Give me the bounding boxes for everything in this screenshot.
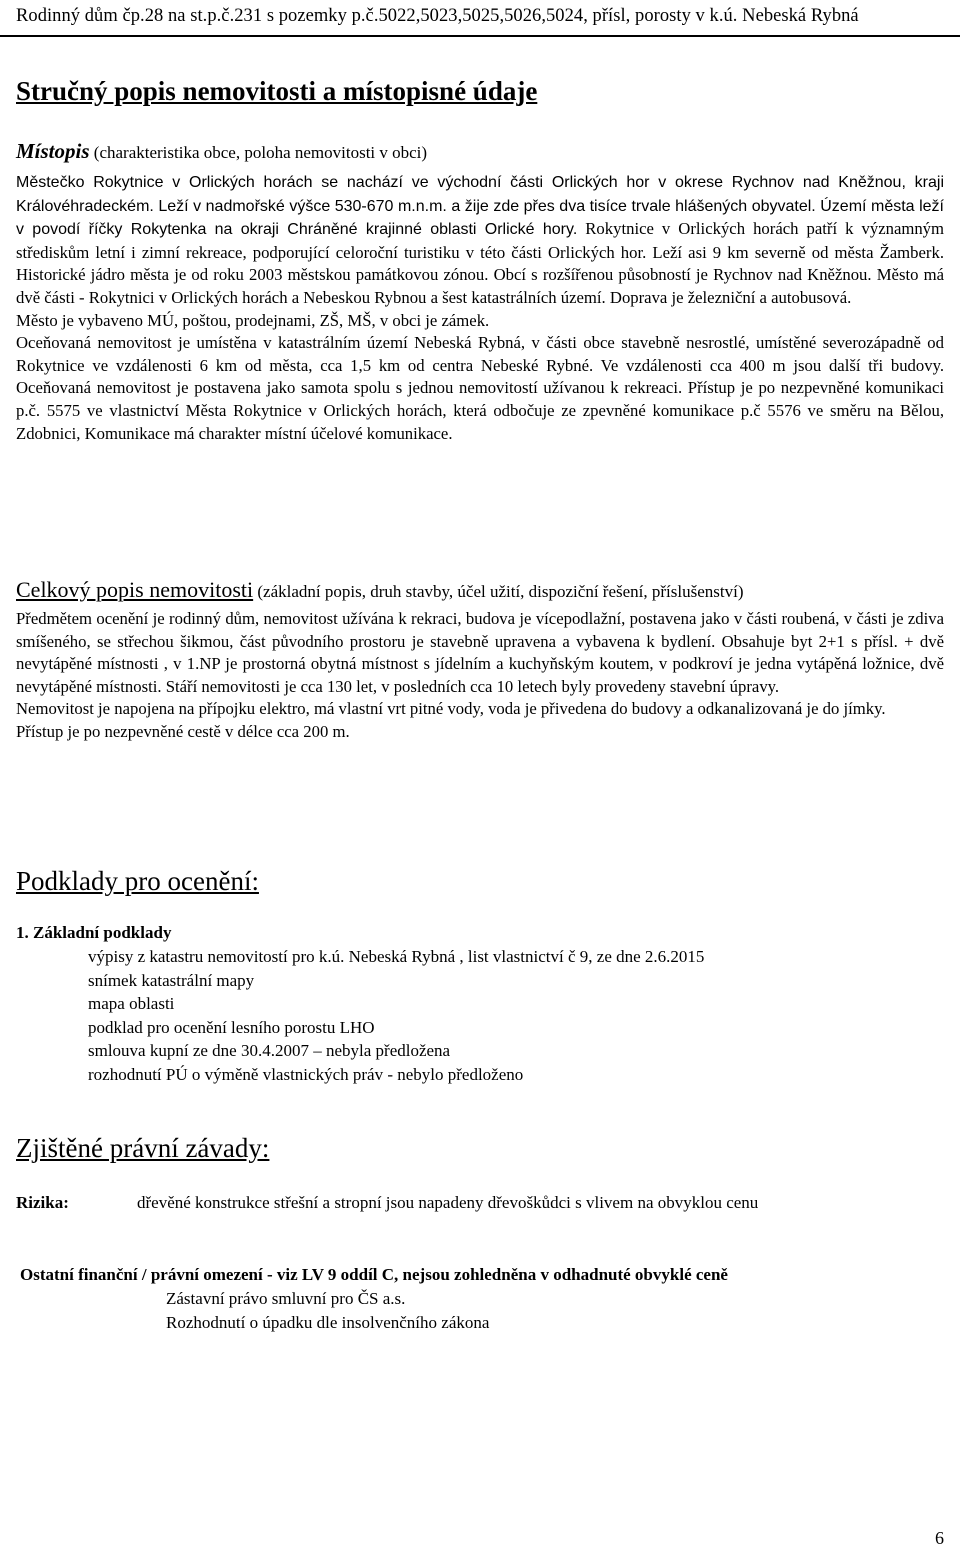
mistopis-subtitle: (charakteristika obce, poloha nemovitosti v obci) xyxy=(89,143,428,162)
celkovy-heading: Celkový popis nemovitosti xyxy=(16,577,254,602)
list-item: podklad pro ocenění lesního porostu LHO xyxy=(88,1017,375,1037)
ostatni-omezeni: Ostatní finanční / právní omezení - viz LV 9 oddíl C, nejsou zohledněna v odhadnuté obvyklé ceně xyxy=(20,1265,728,1284)
list-item: mapa oblasti xyxy=(88,994,175,1013)
list-item: smlouva kupní ze dne 30.4.2007 – nebyla předložena xyxy=(88,1041,451,1060)
mistopis-para1-serif: Rokytnice v Orlických horách patří k významným střediskům letní i zimní rekreace, podporující celoroční turistiku v této části Orlických hor. Leží asi 9 km severně od města Žamberk. Historické jádro města je od roku 2003 městskou památkovou zónou. Obcí s rozšířenou působností je Rychnov nad Kněžnou. Město má dvě části - Rokytnici v Orlických horách a Nebeskou Rybnou a šest katastrálních území. Doprava je železniční a autobusová. xyxy=(16,219,945,307)
section-heading-celkovy-popis xyxy=(16,577,944,603)
section-heading-zjistene-vady: Zjištěné právní závady: xyxy=(16,1133,270,1163)
mistopis-paragraph-3: Oceňovaná nemovitost je umístěna v katastrálním území Nebeská Rybná, v části obce stavebně nesrostlé, umístěné severozápadně od Rokytnice ve vzdálenosti 6 km od města, cca 1,5 km od centra Nebeské Rybné. Ve vzdálenosti cca 400 m jsou další tři budovy. Oceňovaná nemovitost je postavena jako samota spolu s jednou nemovitostí užívanou k rekreaci. Přístup je po nezpevněné komunikaci p.č. 5575 ve vlastnictví Města Rokytnice v Orlických horách, která odbočuje ze zpevněné komunikace p.č 5576 ve směru na Bělou, Zdobnici, Komunikace má charakter místní účelové komunikace. xyxy=(16,333,944,443)
list-item: Rozhodnutí o úpadku dle insolvenčního zákona xyxy=(166,1312,490,1332)
podklady-subheading: 1. Základní podklady xyxy=(16,923,172,942)
mistopis-paragraph xyxy=(16,171,944,310)
page-number: 6 xyxy=(935,1528,944,1548)
rizika-label: Rizika: xyxy=(16,1193,69,1212)
list-item: Zástavní právo smluvní pro ČS a.s. xyxy=(166,1289,406,1308)
mistopis-label: Místopis xyxy=(16,139,90,163)
list-item: výpisy z katastru nemovitostí pro k.ú. Nebeská Rybná , list vlastnictví č 9, ze dne 2.6.2015 xyxy=(88,947,705,966)
section-heading-strucny-popis: Stručný popis nemovitosti a místopisné údaje xyxy=(16,76,538,106)
celkovy-paragraph-1: Předmětem ocenění je rodinný dům, nemovitost užívána k rekraci, budova je vícepodlažní, postavena jako v části roubená, v části je zdiva smíšeného, se střechou šikmou, část původního prostoru je stavebně upravena a vybavena k bydlení. Obsahuje byt 2+1 s přísl. + dvě nevytápěné místnosti , v 1.NP je prostorná obytná místnost s jídelním a kuchyňským koutem, v podkroví je jedna vytápěná ložnice, dvě nevytápěné místnosti. Stáří nemovitosti je cca 130 let, v posledních cca 10 letech byly provedeny stavební úpravy. xyxy=(16,609,944,696)
header-title: Rodinný dům čp.28 na st.p.č.231 s pozemky p.č.5022,5023,5025,5026,5024, přísl, porosty v k.ú. Nebeská Rybná xyxy=(16,6,859,26)
mistopis-title xyxy=(16,139,944,164)
list-item: rozhodnutí PÚ o výměně vlastnických práv - nebylo předloženo xyxy=(88,1064,524,1084)
celkovy-paragraph-3: Přístup je po nezpevněné cestě v délce cca 200 m. xyxy=(16,721,350,741)
celkovy-text xyxy=(16,608,944,744)
section-heading-podklady: Podklady pro ocenění: xyxy=(16,866,259,896)
celkovy-subtitle: (základní popis, druh stavby, účel užití, dispoziční řešení, příslušenství) xyxy=(253,582,744,601)
page-header xyxy=(0,0,960,37)
mistopis-para1-sans: Městečko Rokytnice v Orlických horách se nachází ve východní části Orlických hor v okrese Rychnov nad Kněžnou, kraji Královéhradeckém. Leží v nadmořské výšce 530-670 m.n.m. a žije zde přes dva tisíce trvale hlášených obyvatel. Území města leží v povodí říčky Rokytenka na okraji Chráněné krajinné oblasti Orlické hory. xyxy=(16,174,944,239)
celkovy-paragraph-2: Nemovitost je napojena na přípojku elektro, má vlastní vrt pitné vody, voda je přivedena do budovy a odkanalizovaná je do jímky. xyxy=(16,699,886,719)
ostatni-list xyxy=(166,1287,489,1334)
mistopis-paragraph-2: Město je vybaveno MÚ, poštou, prodejnami, ZŠ, MŠ, v obci je zámek. xyxy=(16,310,490,330)
podklady-list xyxy=(88,945,704,1086)
list-item: snímek katastrální mapy xyxy=(88,970,255,990)
mistopis-text xyxy=(16,171,944,445)
rizika-text: dřevěné konstrukce střešní a stropní jsou napadeny dřevoškůdci s vlivem na obvyklou cenu xyxy=(137,1193,759,1212)
